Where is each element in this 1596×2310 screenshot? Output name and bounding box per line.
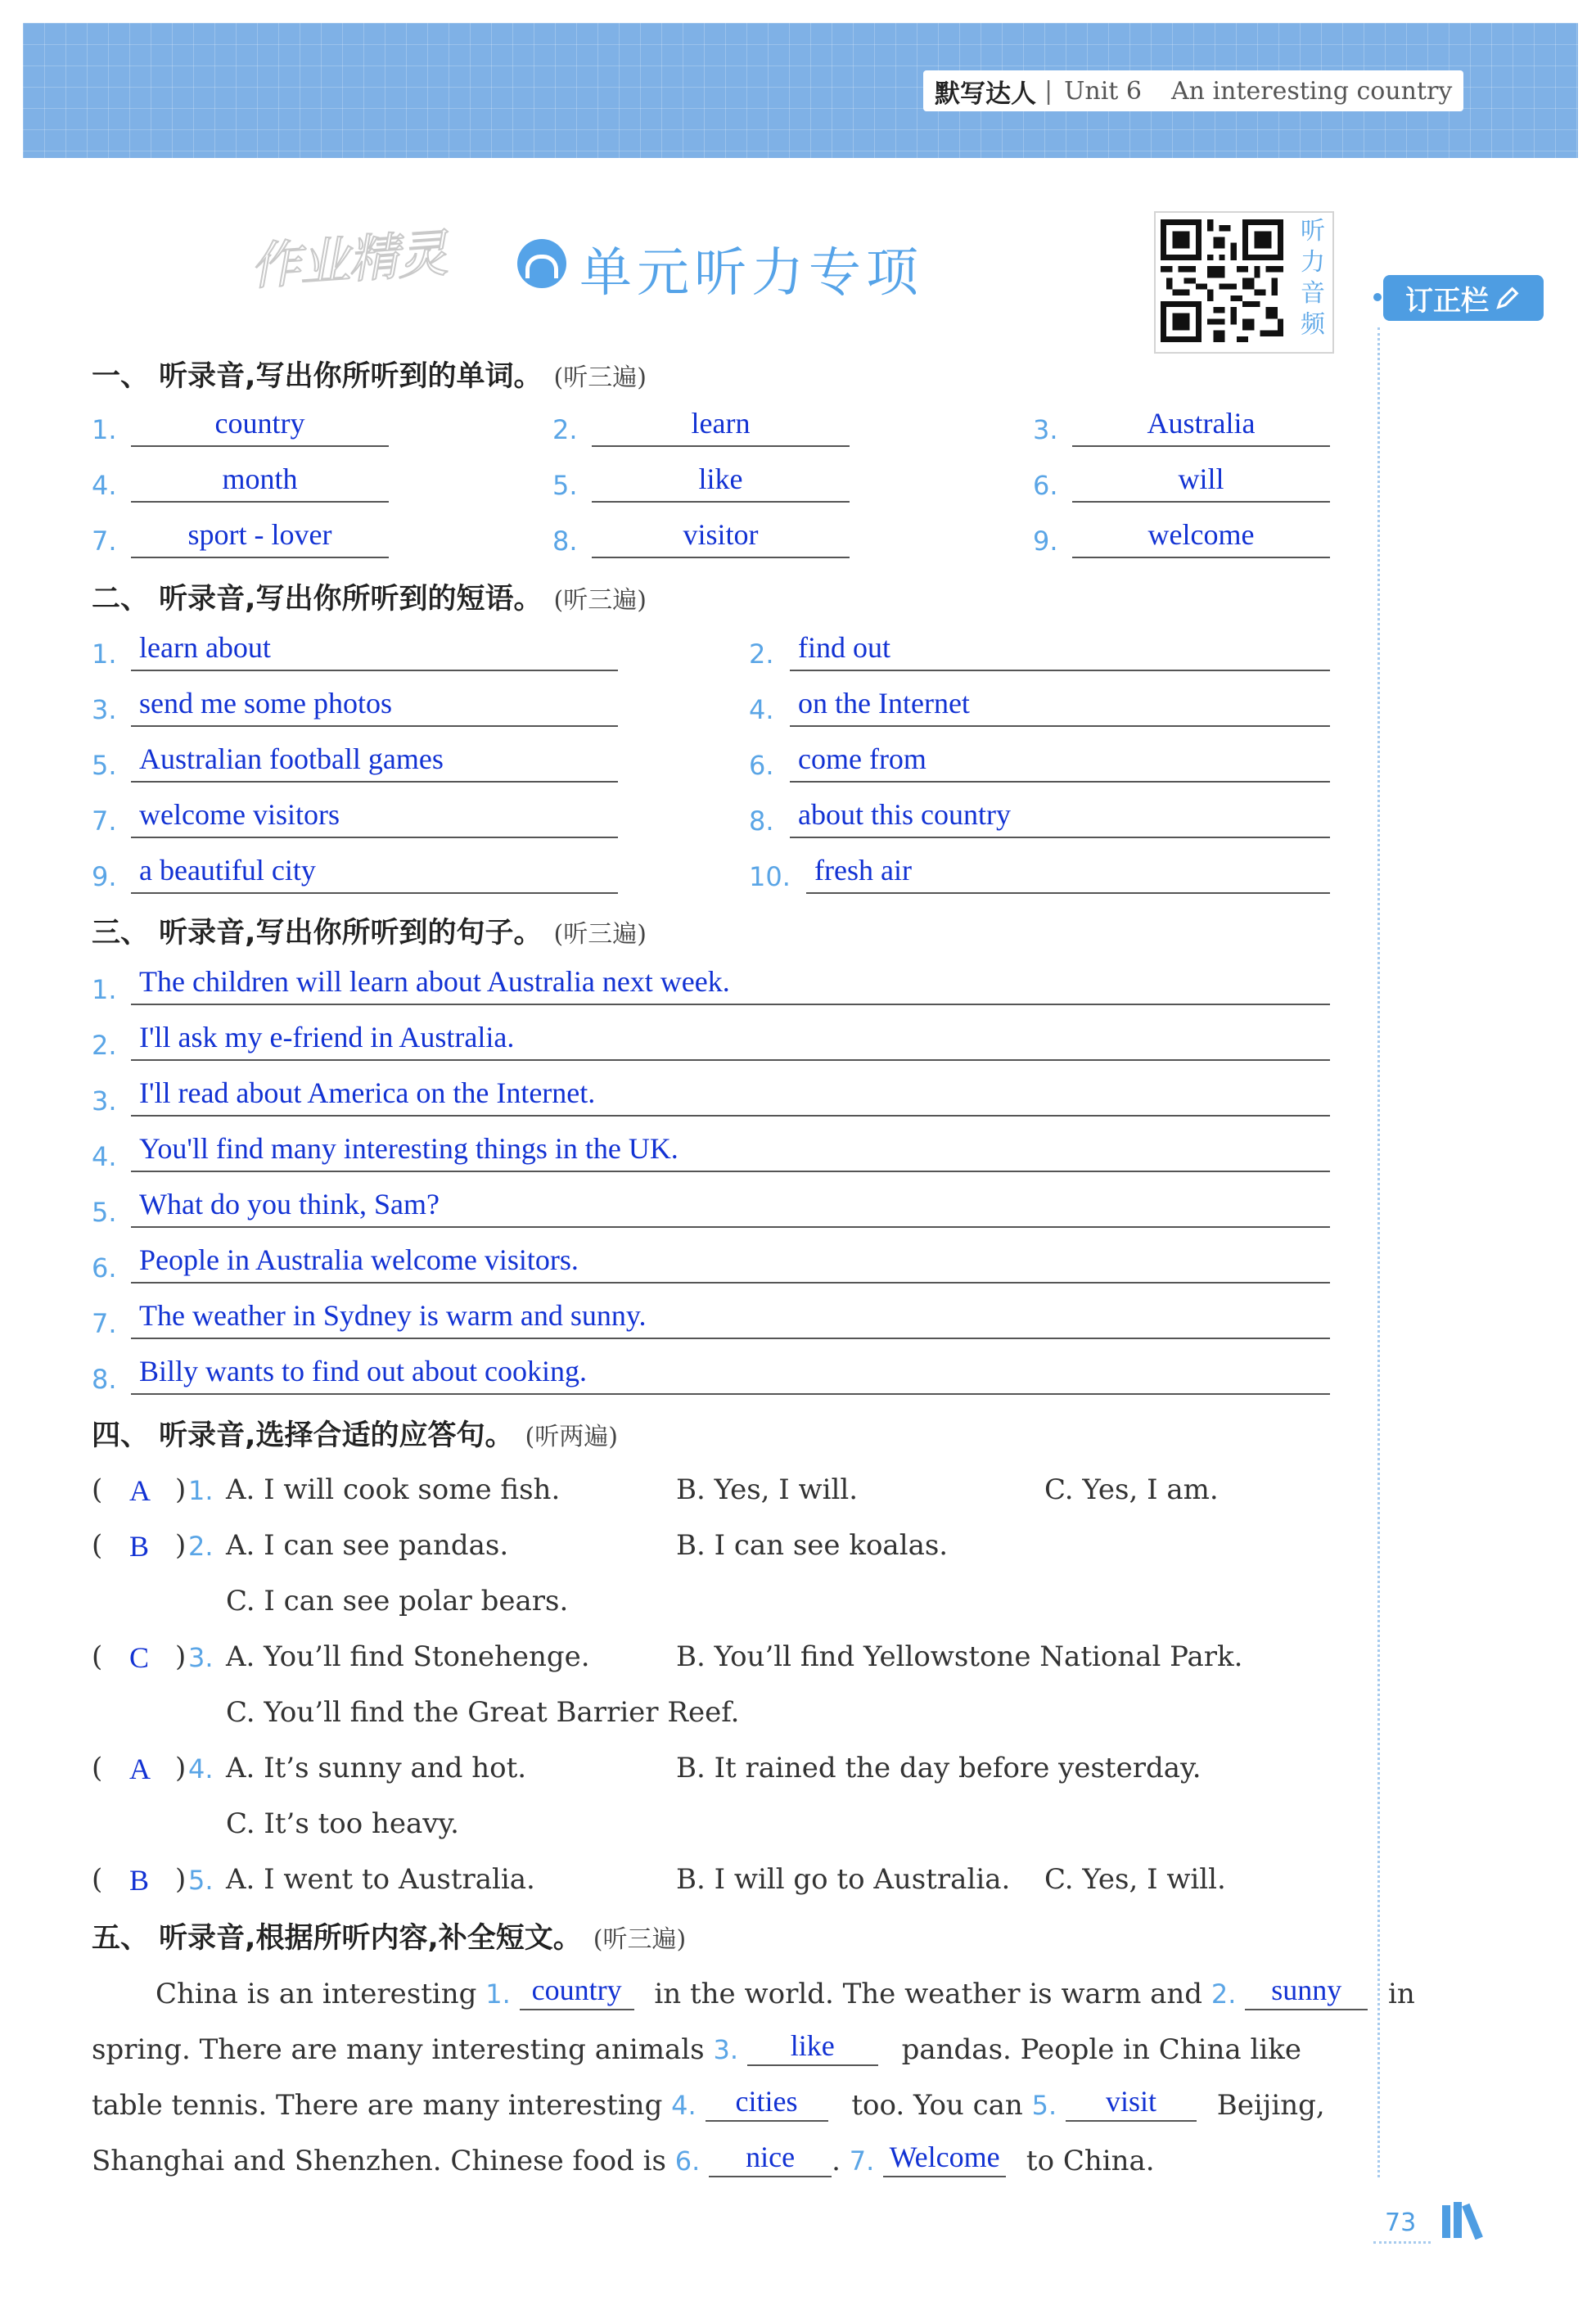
s3-num-5: 5. (92, 1197, 117, 1228)
s4-option-2b: B. I can see koalas. (676, 1529, 949, 1562)
s4-answer-4[interactable]: A (129, 1753, 151, 1785)
s2-num-9: 9. (92, 861, 117, 892)
s2-num-8: 8. (749, 805, 774, 837)
s1-num-9: 9. (1033, 526, 1058, 557)
s2-answer-5[interactable]: Australian football games (131, 742, 618, 783)
s3-answer-3[interactable]: I'll read about America on the Internet. (131, 1076, 1330, 1117)
s4-answer-1[interactable]: A (129, 1474, 151, 1507)
section3-title: 三、 听录音,写出你所听到的句子。 (听三遍) (92, 917, 647, 950)
s1-num-8: 8. (552, 526, 578, 557)
s1-answer-7[interactable]: sport - lover (131, 517, 389, 558)
s3-num-8: 8. (92, 1364, 117, 1395)
qr-code-icon[interactable] (1161, 219, 1283, 342)
correction-tag (1383, 275, 1544, 321)
s4-option-3a: A. You’ll find Stonehenge. (226, 1640, 590, 1673)
s4-option-3b: B. You’ll find Yellowstone National Park. (676, 1640, 1243, 1673)
s2-num-5: 5. (92, 750, 117, 781)
s2-answer-8[interactable]: about this country (790, 797, 1330, 838)
s1-num-1: 1. (92, 414, 117, 445)
s2-answer-7[interactable]: welcome visitors (131, 797, 618, 838)
s2-answer-10[interactable]: fresh air (806, 853, 1330, 894)
s4-answer-3[interactable]: C (129, 1641, 150, 1674)
s4-paren-4-close: ) (175, 1752, 187, 1784)
s1-answer-9[interactable]: welcome (1072, 517, 1330, 558)
header-topic: An interesting country (1171, 76, 1453, 106)
s1-num-7: 7. (92, 526, 117, 557)
section2-title: 二、 听录音,写出你所听到的短语。 (听三遍) (92, 583, 647, 616)
passage-line-3: table tennis. There are many interesting 4. cities too. You can 5. visit Beijing, (92, 2085, 1325, 2122)
passage-blank-5[interactable]: visit (1066, 2084, 1197, 2122)
s1-num-4: 4. (92, 470, 117, 501)
header-tag (923, 70, 1463, 111)
passage-line-2: spring. There are many interesting animals 3. like pandas. People in China like (92, 2029, 1301, 2066)
passage-line-1: China is an interesting 1. country in the world. The weather is warm and 2. sunny in (156, 1974, 1415, 2010)
s4-paren-2: ( (92, 1529, 103, 1562)
s2-num-2: 2. (749, 638, 774, 670)
s4-option-1c: C. Yes, I am. (1044, 1473, 1219, 1506)
s4-num-5: 5. (188, 1865, 214, 1896)
s3-answer-6[interactable]: People in Australia welcome visitors. (131, 1243, 1330, 1284)
s3-answer-8[interactable]: Billy wants to find out about cooking. (131, 1354, 1330, 1395)
s4-paren-2-close: ) (175, 1529, 187, 1562)
qr-box[interactable] (1154, 211, 1334, 354)
s2-answer-9[interactable]: a beautiful city (131, 853, 618, 894)
s2-answer-1[interactable]: learn about (131, 630, 618, 671)
s3-answer-7[interactable]: The weather in Sydney is warm and sunny. (131, 1298, 1330, 1339)
s4-option-4b: B. It rained the day before yesterday. (676, 1752, 1202, 1784)
s2-num-10: 10. (749, 861, 791, 892)
s4-paren-3: ( (92, 1640, 103, 1673)
passage-blank-3[interactable]: like (747, 2028, 878, 2066)
s4-paren-1: ( (92, 1473, 103, 1506)
passage-line-4: Shanghai and Shenzhen. Chinese food is 6. nice . 7. Welcome to China. (92, 2141, 1155, 2177)
s2-num-4: 4. (749, 694, 774, 725)
header-brand: 默写达人 (935, 79, 1036, 109)
s1-answer-8[interactable]: visitor (592, 517, 850, 558)
s1-answer-3[interactable]: Australia (1072, 406, 1330, 447)
s3-num-7: 7. (92, 1308, 117, 1339)
s4-paren-3-close: ) (175, 1640, 187, 1673)
s4-num-4: 4. (188, 1753, 214, 1784)
section5-title: 五、 听录音,根据所听内容,补全短文。 (听三遍) (92, 1922, 687, 1955)
pencil-icon (1494, 284, 1522, 312)
s3-answer-5[interactable]: What do you think, Sam? (131, 1187, 1330, 1228)
s4-option-4c: C. It’s too heavy. (226, 1807, 459, 1840)
s2-num-3: 3. (92, 694, 117, 725)
s1-num-3: 3. (1033, 414, 1058, 445)
s2-num-7: 7. (92, 805, 117, 837)
s2-answer-4[interactable]: on the Internet (790, 686, 1330, 727)
s3-num-3: 3. (92, 1085, 117, 1117)
s4-answer-2[interactable]: B (129, 1530, 150, 1563)
s1-answer-4[interactable]: month (131, 462, 389, 503)
headphones-icon (517, 239, 566, 288)
s4-num-1: 1. (188, 1475, 214, 1506)
s1-answer-5[interactable]: like (592, 462, 850, 503)
s4-answer-5[interactable]: B (129, 1864, 150, 1897)
s4-option-2c: C. I can see polar bears. (226, 1585, 569, 1617)
s3-answer-4[interactable]: You'll find many interesting things in the UK. (131, 1131, 1330, 1172)
footer-dots (1373, 2241, 1431, 2244)
page-number: 73 (1385, 2208, 1417, 2237)
header-unit: Unit 6 (1064, 76, 1142, 106)
qr-caption: 听力音频 (1301, 217, 1325, 339)
s3-num-2: 2. (92, 1030, 117, 1061)
passage-blank-1[interactable]: country (520, 1973, 634, 2010)
books-icon (1440, 2200, 1491, 2240)
section4-title: 四、 听录音,选择合适的应答句。 (听两遍) (92, 1419, 618, 1452)
s4-option-5b: B. I will go to Australia. (676, 1863, 1011, 1896)
s4-option-4a: A. It’s sunny and hot. (226, 1752, 527, 1784)
s1-num-6: 6. (1033, 470, 1058, 501)
section1-title: 一、 听录音,写出你所听到的单词。 (听三遍) (92, 360, 647, 393)
s2-num-1: 1. (92, 638, 117, 670)
s2-answer-6[interactable]: come from (790, 742, 1330, 783)
s1-answer-2[interactable]: learn (592, 406, 850, 447)
s4-num-3: 3. (188, 1642, 214, 1673)
s4-option-5c: C. Yes, I will. (1044, 1863, 1226, 1896)
header-separator: | (1044, 76, 1053, 106)
s1-answer-6[interactable]: will (1072, 462, 1330, 503)
passage-blank-4[interactable]: cities (706, 2084, 828, 2122)
s4-option-5a: A. I went to Australia. (226, 1863, 535, 1896)
s2-num-6: 6. (749, 750, 774, 781)
s2-answer-3[interactable]: send me some photos (131, 686, 618, 727)
s4-option-1a: A. I will cook some fish. (226, 1473, 561, 1506)
s1-num-2: 2. (552, 414, 578, 445)
correction-label: 订正栏 (1405, 284, 1489, 318)
s4-paren-5: ( (92, 1863, 103, 1896)
passage-blank-2[interactable]: sunny (1245, 1973, 1368, 2010)
s4-paren-5-close: ) (175, 1863, 187, 1896)
passage-blank-7[interactable]: Welcome (883, 2140, 1006, 2177)
s3-num-6: 6. (92, 1252, 117, 1284)
s3-num-4: 4. (92, 1141, 117, 1172)
passage-blank-6[interactable]: nice (709, 2140, 832, 2177)
s4-option-3c: C. You’ll find the Great Barrier Reef. (226, 1696, 740, 1729)
s1-num-5: 5. (552, 470, 578, 501)
s1-answer-1[interactable]: country (131, 406, 389, 447)
s4-paren-1-close: ) (175, 1473, 187, 1506)
correction-column (1377, 327, 1380, 2177)
correction-dot (1373, 293, 1382, 301)
page-title: 单元听力专项 (579, 243, 923, 304)
s2-answer-2[interactable]: find out (790, 630, 1330, 671)
s4-paren-4: ( (92, 1752, 103, 1784)
watermark: 作业精灵 (248, 223, 449, 297)
s3-num-1: 1. (92, 974, 117, 1005)
s4-option-2a: A. I can see pandas. (226, 1529, 509, 1562)
s3-answer-2[interactable]: I'll ask my e-friend in Australia. (131, 1020, 1330, 1061)
s4-num-2: 2. (188, 1531, 214, 1562)
s4-option-1b: B. Yes, I will. (676, 1473, 859, 1506)
s3-answer-1[interactable]: The children will learn about Australia next week. (131, 964, 1330, 1005)
